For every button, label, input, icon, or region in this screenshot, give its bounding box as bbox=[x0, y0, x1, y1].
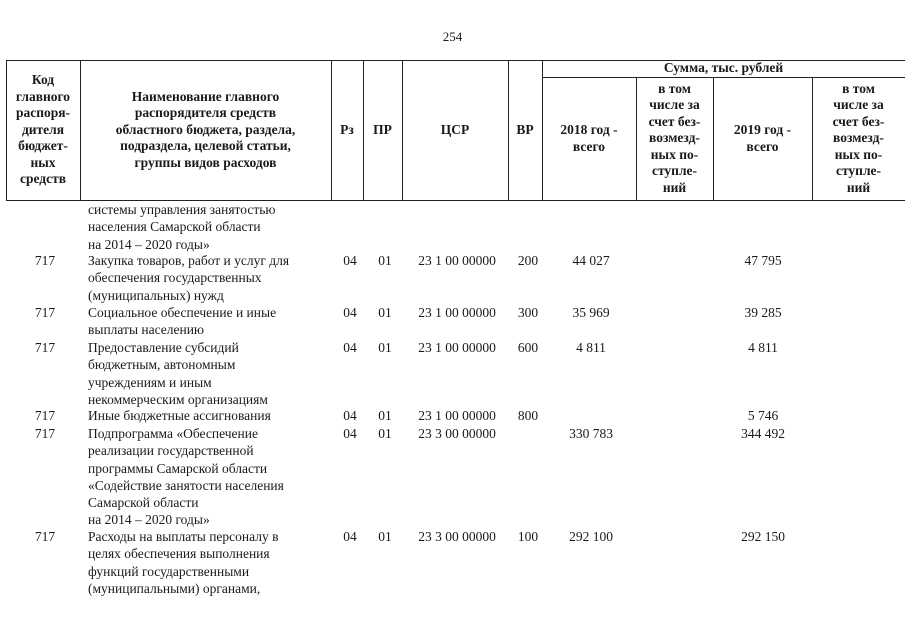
page-number: 254 bbox=[442, 29, 463, 44]
row-name: Социальное обеспечение и иные выплаты населению bbox=[88, 305, 277, 338]
row-sum-2019: 5 746 bbox=[747, 408, 779, 423]
header-csr: ЦСР bbox=[440, 121, 470, 137]
row-name: Расходы на выплаты персоналу в целях обеспечения выполнения функций государственными (муниципальными) органами, bbox=[88, 529, 279, 596]
row-csr: 23 1 00 00000 bbox=[418, 408, 496, 423]
row-name: Закупка товаров, работ и услуг для обеспечения государственных (муниципальных) нужд bbox=[88, 253, 290, 303]
row-rz: 04 bbox=[343, 529, 357, 544]
row-vr: 600 bbox=[517, 340, 539, 355]
row-name: Иные бюджетные ассигнования bbox=[88, 408, 271, 423]
header-2018-total: 2018 год - всего bbox=[560, 122, 618, 154]
row-code: 717 bbox=[34, 305, 56, 320]
row-csr: 23 1 00 00000 bbox=[418, 305, 496, 320]
row-code: 717 bbox=[34, 426, 56, 441]
row-rz: 04 bbox=[343, 408, 357, 423]
row-name: Предоставление субсидий бюджетным, автономным учреждениям и иным некоммерческим организациям bbox=[88, 340, 268, 407]
row-code: 717 bbox=[34, 408, 56, 423]
row-sum-2018: 330 783 bbox=[569, 426, 613, 441]
row-sum-2019: 344 492 bbox=[741, 426, 785, 441]
row-sum-2018: 35 969 bbox=[572, 305, 610, 320]
row-vr: 100 bbox=[517, 529, 539, 544]
header-vr: ВР bbox=[516, 121, 534, 137]
header-code: Код главного распоря- дителя бюджет- ных средств bbox=[15, 72, 71, 187]
row-sum-2019: 39 285 bbox=[744, 305, 782, 320]
row-rz: 04 bbox=[343, 253, 357, 268]
row-code: 717 bbox=[34, 529, 56, 544]
header-pr: ПР bbox=[373, 121, 392, 137]
row-csr: 23 3 00 00000 bbox=[418, 529, 496, 544]
row-sum-2018: 292 100 bbox=[569, 529, 613, 544]
header-name: Наименование главного распорядителя средств областного бюджета, раздела, подраздела, целевой статьи, группы видов расходов bbox=[115, 88, 296, 170]
row-sum-2019: 4 811 bbox=[748, 340, 778, 355]
row-sum-2018: 4 811 bbox=[576, 340, 606, 355]
row-vr: 800 bbox=[517, 408, 539, 423]
row-pr: 01 bbox=[378, 529, 392, 544]
header-2019-incl: в том числе за счет без- возмезд- ных по- ступле- ний bbox=[832, 80, 885, 195]
row-name: системы управления занятостью населения Самарской области на 2014 – 2020 годы» bbox=[88, 202, 276, 252]
header-sum: Сумма, тыс. рублей bbox=[663, 60, 784, 76]
row-vr: 300 bbox=[517, 305, 539, 320]
row-sum-2018: 44 027 bbox=[572, 253, 610, 268]
header-2018-incl: в том числе за счет без- возмезд- ных по- ступле- ний bbox=[648, 80, 701, 195]
row-rz: 04 bbox=[343, 305, 357, 320]
header-2019-total: 2019 год - всего bbox=[733, 122, 792, 154]
header-rz: Рз bbox=[340, 121, 354, 137]
row-vr: 200 bbox=[517, 253, 539, 268]
row-pr: 01 bbox=[378, 253, 392, 268]
row-csr: 23 1 00 00000 bbox=[418, 340, 496, 355]
row-code: 717 bbox=[34, 340, 56, 355]
row-code: 717 bbox=[34, 253, 56, 268]
row-csr: 23 3 00 00000 bbox=[418, 426, 496, 441]
row-rz: 04 bbox=[343, 426, 357, 441]
row-sum-2019: 47 795 bbox=[744, 253, 782, 268]
row-name: Подпрограмма «Обеспечение реализации государственной программы Самарской области «Содействие занятости населения Самарской области на 2014 – 2020 годы» bbox=[88, 426, 284, 528]
row-pr: 01 bbox=[378, 426, 392, 441]
row-pr: 01 bbox=[378, 305, 392, 320]
row-pr: 01 bbox=[378, 340, 392, 355]
row-csr: 23 1 00 00000 bbox=[418, 253, 496, 268]
row-sum-2019: 292 150 bbox=[741, 529, 785, 544]
row-rz: 04 bbox=[343, 340, 357, 355]
row-pr: 01 bbox=[378, 408, 392, 423]
